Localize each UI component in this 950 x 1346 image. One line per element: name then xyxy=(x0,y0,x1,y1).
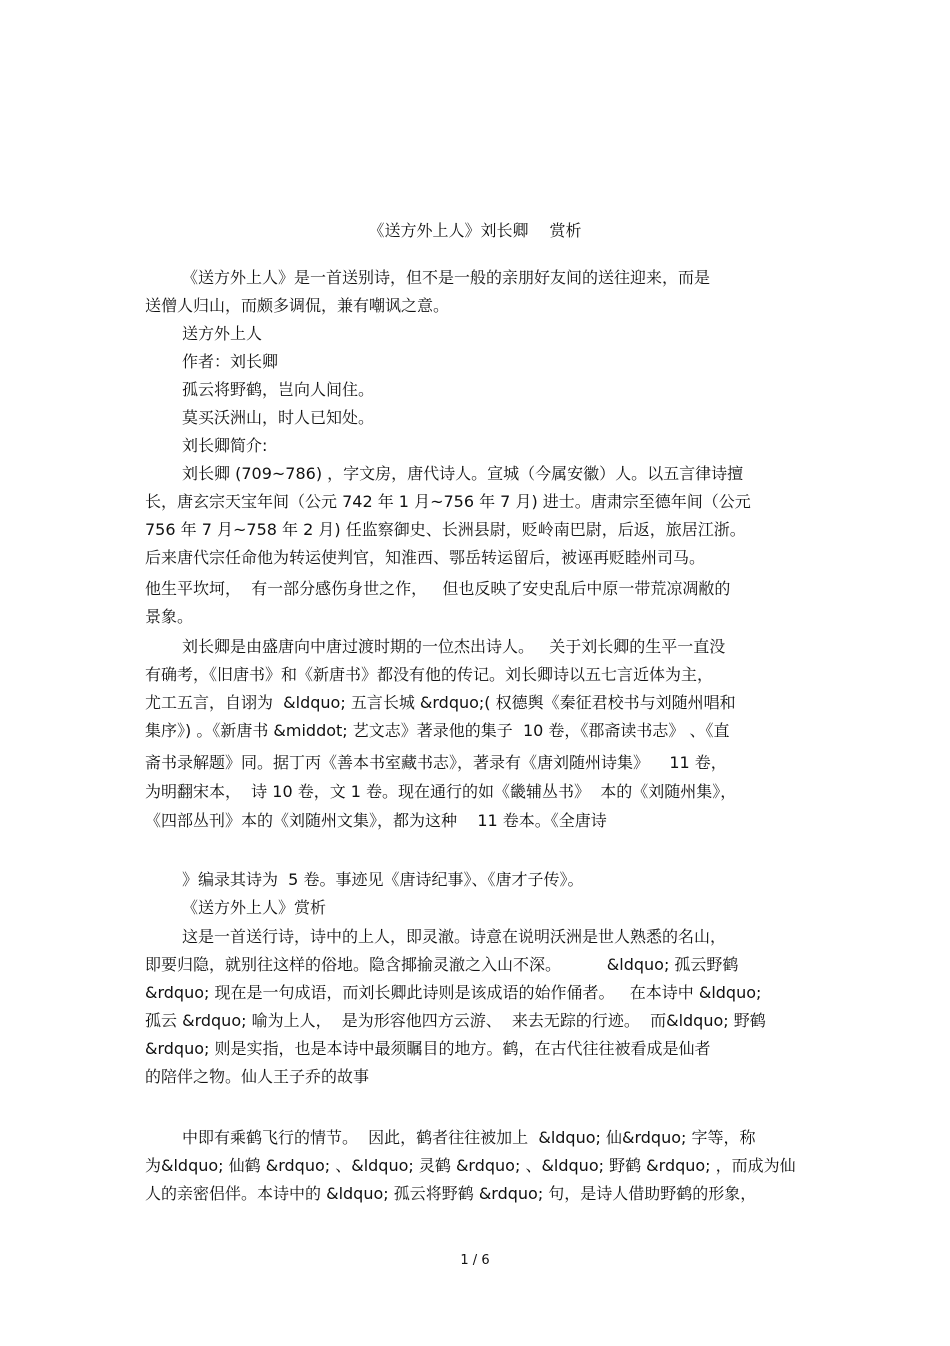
text-line: 后来唐代宗任命他为转运使判官，知淮西、鄂岳转运留后，被诬再贬睦州司马。 xyxy=(145,548,706,567)
text-line: 刘长卿是由盛唐向中唐过渡时期的一位杰出诗人。 关于刘长卿的生平一直没 xyxy=(182,637,726,656)
text-line: 长，唐玄宗天宝年间（公元 742 年 1 月~756 年 7 月) 进士。唐肃宗至德年间（公元 xyxy=(145,492,751,511)
poem-line: 孤云将野鹤，岂向人间住。 xyxy=(182,380,375,399)
text-line: 《送方外上人》是一首送别诗，但不是一般的亲朋好友间的送往迎来，而是 xyxy=(182,268,711,287)
text-line: 他生平坎坷， 有一部分感伤身世之作， 但也反映了安史乱后中原一带荒凉凋敝的 xyxy=(145,579,731,598)
text-line: &rdquo; 现在是一句成语，而刘长卿此诗则是该成语的始作俑者。 在本诗中 &ldquo; xyxy=(145,983,762,1002)
text-line: 刘长卿 (709~786) ，字文房，唐代诗人。宣城（今属安徽）人。以五言律诗擅 xyxy=(182,464,744,483)
text-line: 有确考，《旧唐书》和《新唐书》都没有他的传记。刘长卿诗以五七言近体为主， xyxy=(145,665,714,684)
poem-line: 莫买沃洲山，时人已知处。 xyxy=(182,408,375,427)
poem-title-line: 送方外上人 xyxy=(182,324,263,343)
text-line: 756 年 7 月~758 年 2 月) 任监察御史、长洲县尉，贬岭南巴尉，后返，旅居江浙。 xyxy=(145,520,746,539)
page-number: 1 / 6 xyxy=(460,1253,490,1268)
text-line: 《四部丛刊》本的《刘随州文集》，都为这种 11 卷本。《全唐诗 xyxy=(145,811,607,830)
text-line: 为明翻宋本， 诗 10 卷，文 1 卷。现在通行的如《畿辅丛书》 本的《刘随州集》， xyxy=(145,782,737,801)
text-line: 斋书录解题》同。据丁丙《善本书室藏书志》，著录有《唐刘随州诗集》 11 卷， xyxy=(145,753,727,772)
text-line: 》编录其诗为 5 卷。事迹见《唐诗纪事》、《唐才子传》。 xyxy=(182,870,584,889)
author-line: 作者：刘长卿 xyxy=(182,352,279,371)
text-line: 为&ldquo; 仙鹤 &rdquo; 、&ldquo; 灵鹤 &rdquo; 、&ldquo; 野鹤 &rdquo; ，而成为仙 xyxy=(145,1156,796,1175)
text-line: 中即有乘鹤飞行的情节。 因此，鹤者往往被加上 &ldquo; 仙&rdquo; 字等，称 xyxy=(182,1128,756,1147)
section-heading: 刘长卿简介: xyxy=(182,436,268,455)
text-line: 即要归隐，就别往这样的俗地。隐含揶揄灵澈之入山不深。 &ldquo; 孤云野鹤 xyxy=(145,955,739,974)
text-line: 的陪伴之物。仙人王子乔的故事 xyxy=(145,1067,370,1086)
text-line: 送僧人归山，而颇多调侃，兼有嘲讽之意。 xyxy=(145,296,450,315)
text-line: 孤云 &rdquo; 喻为上人， 是为形容他四方云游、 来去无踪的行迹。 而&ldquo; 野鹤 xyxy=(145,1011,766,1030)
text-line: 集序》) 。《新唐书 &middot; 艺文志》著录他的集子 10 卷，《郡斋读书志》 、《直 xyxy=(145,721,730,740)
document-title: 《送方外上人》刘长卿 赏析 xyxy=(368,221,582,240)
text-line: 尤工五言，自诩为 &ldquo; 五言长城 &rdquo;( 权德舆《秦征君校书与刘随州唱和 xyxy=(145,693,736,712)
section-heading: 《送方外上人》赏析 xyxy=(182,898,327,917)
text-line: 人的亲密侣伴。本诗中的 &ldquo; 孤云将野鹤 &rdquo; 句，是诗人借助野鹤的形象， xyxy=(145,1184,757,1203)
text-line: 这是一首送行诗，诗中的上人，即灵澈。诗意在说明沃洲是世人熟悉的名山， xyxy=(182,927,727,946)
text-line: 景象。 xyxy=(145,607,194,626)
text-line: &rdquo; 则是实指，也是本诗中最须瞩目的地方。鹤，在古代往往被看成是仙者 xyxy=(145,1039,711,1058)
